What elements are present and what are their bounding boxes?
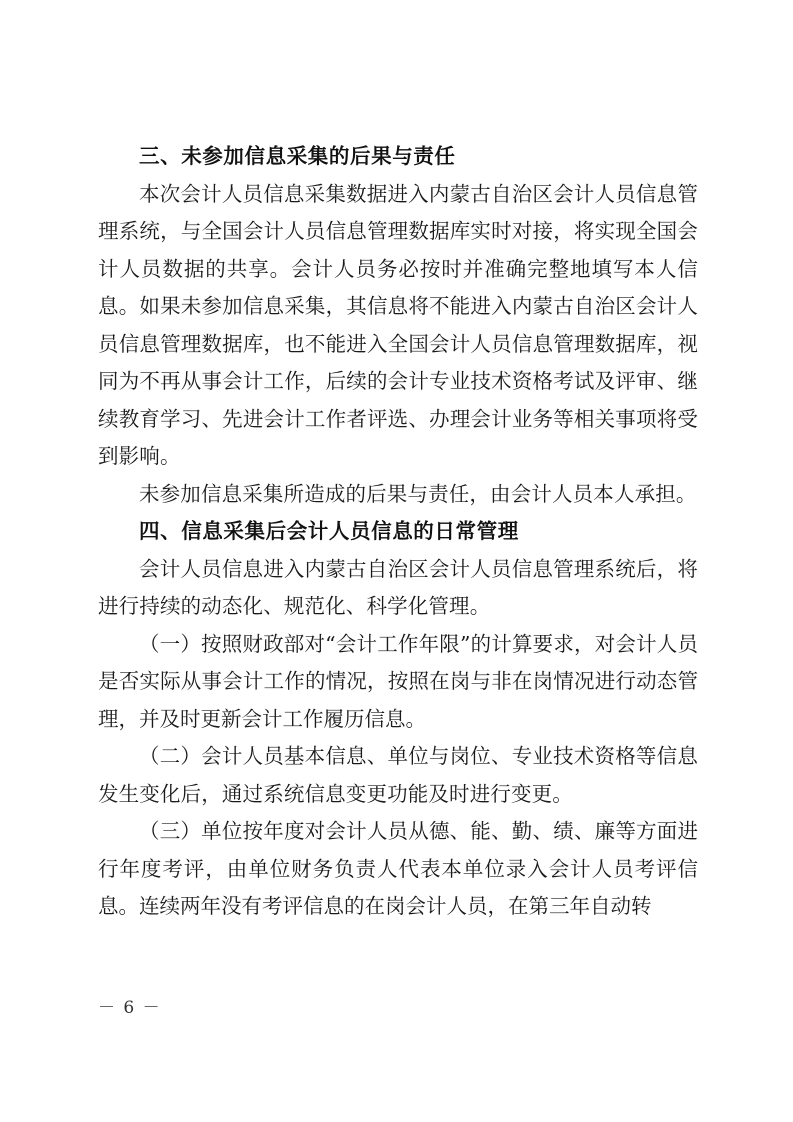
paragraph-responsibility-borne: 未参加信息采集所造成的后果与责任，由会计人员本人承担。 xyxy=(139,481,697,506)
paragraph-item-two: （二）会计人员基本信息、单位与岗位、专业技术资格等信息发生变化后，通过系统信息变更功能及时进行变更。 xyxy=(98,744,698,806)
paragraph-consequences-main: 本次会计人员信息采集数据进入内蒙古自治区会计人员信息管理系统，与全国会计人员信息管理数据库实时对接，将实现全国会计人员数据的共享。会计人员务必按时并准确完整地填写本人信息。如果未参加信息采集，其信息将不能进入内蒙古自治区会计人员信息管理数据库，也不能进入全国会计人员信息管理数据库，视同为不再从事会计工作，后续的会计专业技术资格考试及评审、继续教育学习、先进会计工作者评选、办理会计业务等相关事项将受到影响。 xyxy=(98,181,698,468)
paragraph-daily-management-intro: 会计人员信息进入内蒙古自治区会计人员信息管理系统后，将进行持续的动态化、规范化、科学化管理。 xyxy=(98,556,698,618)
document-body xyxy=(98,138,698,926)
page-number: － 6 － xyxy=(98,998,162,1018)
section-heading-four: 四、信息采集后会计人员信息的日常管理 xyxy=(139,519,519,543)
paragraph-item-three: （三）单位按年度对会计人员从德、能、勤、绩、廉等方面进行年度考评，由单位财务负责人代表本单位录入会计人员考评信息。连续两年没有考评信息的在岗会计人员，在第三年自动转 xyxy=(98,819,698,918)
paragraph-item-one: （一）按照财政部对“会计工作年限”的计算要求，对会计人员是否实际从事会计工作的情况，按照在岗与非在岗情况进行动态管理，并及时更新会计工作履历信息。 xyxy=(98,631,698,731)
section-heading-three: 三、未参加信息采集的后果与责任 xyxy=(139,144,456,168)
